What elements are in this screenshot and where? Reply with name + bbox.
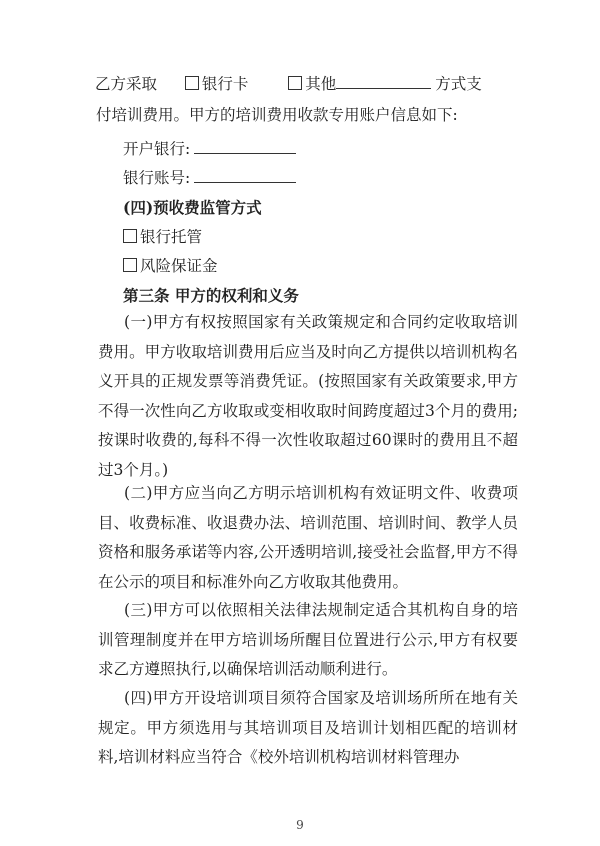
account-label: 银行账号: (123, 169, 191, 187)
payment-continuation: 付培训费用。甲方的培训费用收款专用账户信息如下: (96, 106, 458, 124)
other-label: 其他 (305, 75, 337, 93)
article3-paragraph-3: (三)甲方可以依照相关法律法规制定适合其机构自身的培训管理制度并在甲方培训场所醒目位置进行公示,甲方有权要求乙方遵照执行,以确保培训活动顺利进行。 (98, 601, 518, 678)
payment-method-line (95, 72, 600, 94)
risk-deposit-checkbox[interactable] (123, 258, 137, 272)
account-line (123, 166, 600, 188)
bank-custody-option (123, 225, 600, 247)
supervision-heading: (四)预收费监管方式 (123, 198, 262, 217)
risk-deposit-option (123, 254, 600, 276)
account-number-blank[interactable] (194, 168, 296, 183)
bank-name-blank[interactable] (194, 139, 296, 154)
bank-card-checkbox[interactable] (185, 76, 199, 90)
bank-custody-checkbox[interactable] (123, 229, 137, 243)
party-b-adopts-text: 乙方采取 (95, 75, 158, 93)
article3-paragraph-4: (四)甲方开设培训项目须符合国家及培训场所所在地有关规定。甲方须选用与其培训项目及培训计划相匹配的培训材料,培训材料应当符合《校外培训机构培训材料管理办 (98, 689, 518, 766)
other-checkbox[interactable] (288, 76, 302, 90)
page-number: 9 (296, 818, 304, 832)
bank-card-label: 银行卡 (201, 75, 249, 93)
article3-paragraph-1: (一)甲方有权按照国家有关政策规定和合同约定收取培训费用。甲方收取培训费用后应当及时向乙方提供以培训机构名义开具的正规发票等消费凭证。(按照国家有关政策要求,甲方不得一次性向乙方收取或变相收取时间跨度超过3个月的费用;按课时收费的,每科不得一次性收取超过60课时的费用且不超过3个月。) (98, 313, 518, 479)
method-suffix-text: 方式支 (435, 75, 482, 93)
article3-heading: 第三条 甲方的权利和义务 (123, 286, 299, 305)
other-method-blank[interactable] (336, 74, 431, 89)
article3-paragraph-2: (二)甲方应当向乙方明示培训机构有效证明文件、收费项目、收费标准、收退费办法、培训范围、培训时间、教学人员资格和服务承诺等内容,公开透明培训,接受社会监督,甲方不得在公示的项目和标准外向乙方收取其他费用。 (98, 484, 518, 591)
risk-deposit-label: 风险保证金 (140, 257, 218, 275)
bank-custody-label: 银行托管 (140, 228, 203, 246)
bank-line (123, 137, 600, 159)
bank-label: 开户银行: (123, 140, 191, 158)
